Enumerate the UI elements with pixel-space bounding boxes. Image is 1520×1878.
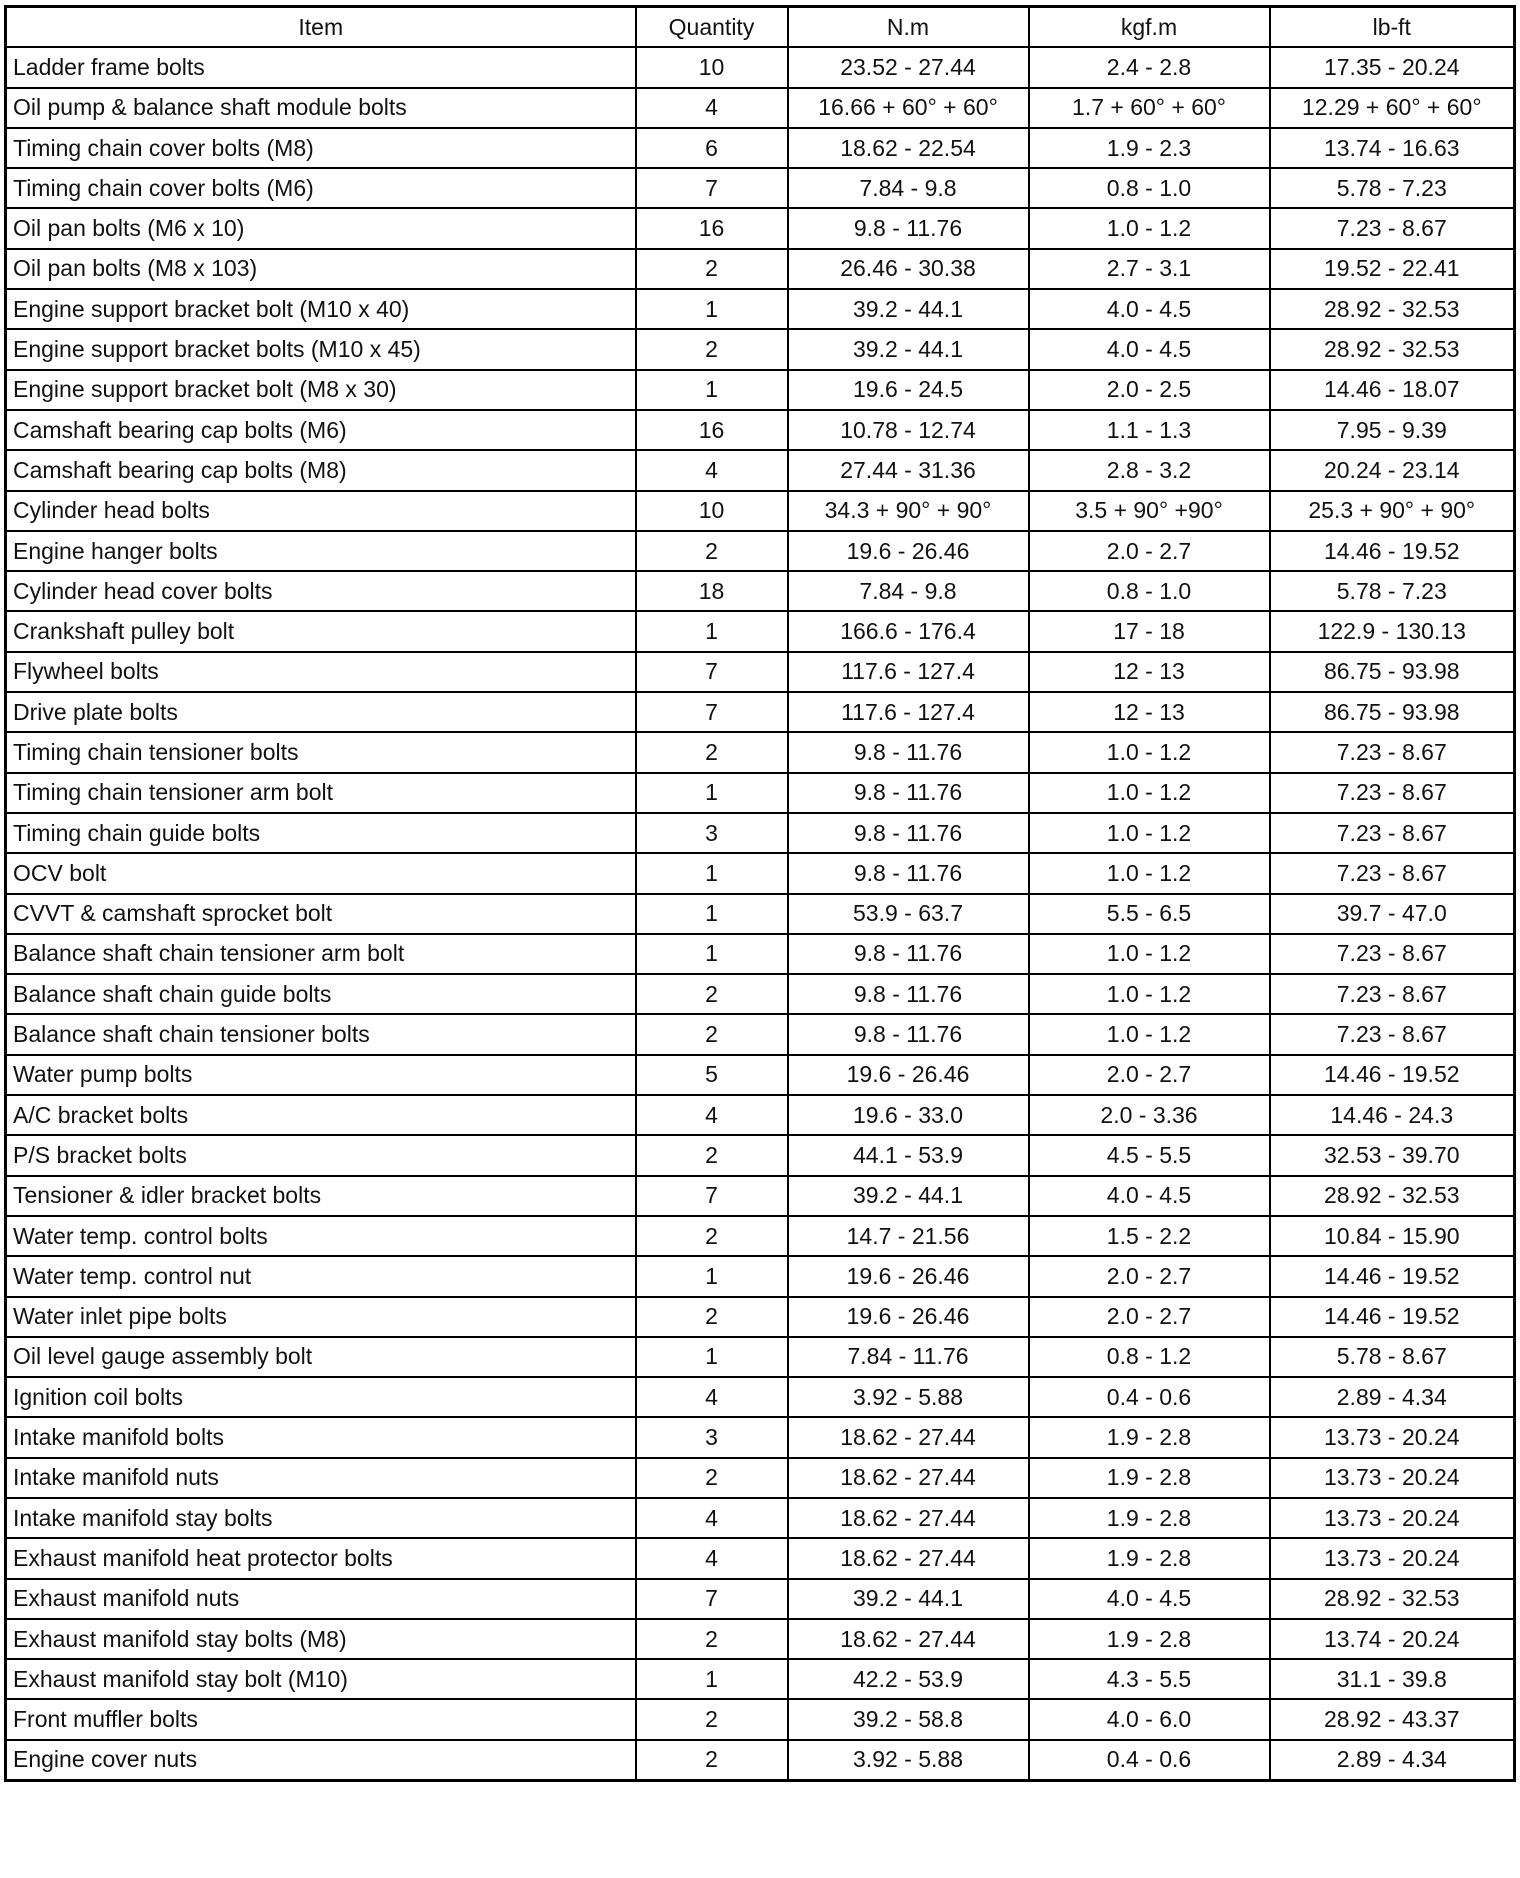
cell-kgf-meter: 2.0 - 2.7 [1029,1256,1270,1296]
cell-quantity: 2 [636,974,788,1014]
cell-lb-ft: 13.73 - 20.24 [1270,1417,1515,1457]
table-row [6,531,1515,571]
table-row [6,732,1515,772]
cell-lb-ft: 28.92 - 43.37 [1270,1699,1515,1739]
cell-item: Ladder frame bolts [6,47,636,87]
cell-quantity: 5 [636,1055,788,1095]
cell-lb-ft: 19.52 - 22.41 [1270,249,1515,289]
cell-kgf-meter: 1.7 + 60° + 60° [1029,88,1270,128]
cell-quantity: 7 [636,1579,788,1619]
table-row [6,289,1515,329]
cell-lb-ft: 14.46 - 19.52 [1270,531,1515,571]
table-row [6,1095,1515,1135]
cell-item: Flywheel bolts [6,652,636,692]
cell-lb-ft: 28.92 - 32.53 [1270,289,1515,329]
table-row [6,1014,1515,1054]
header-quantity: Quantity [636,7,788,48]
cell-quantity: 7 [636,692,788,732]
cell-kgf-meter: 2.0 - 2.5 [1029,370,1270,410]
cell-item: Water temp. control bolts [6,1216,636,1256]
cell-quantity: 1 [636,289,788,329]
cell-kgf-meter: 1.0 - 1.2 [1029,208,1270,248]
cell-item: Intake manifold stay bolts [6,1498,636,1538]
table-row [6,1458,1515,1498]
table-row [6,208,1515,248]
header-kgf-meter: kgf.m [1029,7,1270,48]
table-row [6,1216,1515,1256]
table-row [6,1417,1515,1457]
cell-item: Timing chain guide bolts [6,813,636,853]
table-row [6,1337,1515,1377]
cell-quantity: 2 [636,249,788,289]
cell-quantity: 2 [636,531,788,571]
cell-lb-ft: 12.29 + 60° + 60° [1270,88,1515,128]
cell-kgf-meter: 2.0 - 2.7 [1029,531,1270,571]
cell-item: Tensioner & idler bracket bolts [6,1176,636,1216]
cell-kgf-meter: 1.9 - 2.8 [1029,1417,1270,1457]
cell-quantity: 1 [636,1659,788,1699]
table-row [6,47,1515,87]
cell-lb-ft: 13.73 - 20.24 [1270,1458,1515,1498]
cell-item: Camshaft bearing cap bolts (M8) [6,450,636,490]
cell-item: Balance shaft chain tensioner bolts [6,1014,636,1054]
cell-item: Cylinder head bolts [6,491,636,531]
cell-item: Water inlet pipe bolts [6,1297,636,1337]
cell-quantity: 4 [636,1538,788,1578]
cell-kgf-meter: 2.8 - 3.2 [1029,450,1270,490]
cell-newton-meter: 44.1 - 53.9 [788,1135,1029,1175]
cell-newton-meter: 9.8 - 11.76 [788,853,1029,893]
cell-lb-ft: 20.24 - 23.14 [1270,450,1515,490]
cell-newton-meter: 23.52 - 27.44 [788,47,1029,87]
cell-kgf-meter: 12 - 13 [1029,652,1270,692]
cell-newton-meter: 7.84 - 9.8 [788,168,1029,208]
cell-quantity: 2 [636,732,788,772]
cell-kgf-meter: 2.0 - 2.7 [1029,1297,1270,1337]
cell-lb-ft: 14.46 - 18.07 [1270,370,1515,410]
table-body [6,47,1515,1780]
cell-lb-ft: 7.23 - 8.67 [1270,1014,1515,1054]
cell-item: Engine cover nuts [6,1740,636,1781]
cell-quantity: 7 [636,1176,788,1216]
cell-quantity: 3 [636,813,788,853]
table-row [6,450,1515,490]
cell-kgf-meter: 0.4 - 0.6 [1029,1377,1270,1417]
cell-item: Timing chain tensioner arm bolt [6,773,636,813]
cell-lb-ft: 28.92 - 32.53 [1270,1176,1515,1216]
cell-item: Engine support bracket bolt (M10 x 40) [6,289,636,329]
cell-lb-ft: 14.46 - 19.52 [1270,1055,1515,1095]
cell-quantity: 16 [636,208,788,248]
cell-lb-ft: 5.78 - 7.23 [1270,571,1515,611]
cell-item: Oil level gauge assembly bolt [6,1337,636,1377]
cell-quantity: 7 [636,652,788,692]
cell-lb-ft: 7.23 - 8.67 [1270,934,1515,974]
cell-newton-meter: 117.6 - 127.4 [788,652,1029,692]
cell-item: Exhaust manifold heat protector bolts [6,1538,636,1578]
cell-lb-ft: 10.84 - 15.90 [1270,1216,1515,1256]
cell-lb-ft: 86.75 - 93.98 [1270,692,1515,732]
cell-lb-ft: 7.23 - 8.67 [1270,853,1515,893]
table-row [6,370,1515,410]
table-row [6,853,1515,893]
table-row [6,652,1515,692]
cell-lb-ft: 5.78 - 8.67 [1270,1337,1515,1377]
cell-newton-meter: 34.3 + 90° + 90° [788,491,1029,531]
cell-newton-meter: 7.84 - 11.76 [788,1337,1029,1377]
cell-quantity: 4 [636,450,788,490]
table-row [6,773,1515,813]
cell-item: Exhaust manifold stay bolt (M10) [6,1659,636,1699]
cell-kgf-meter: 2.0 - 2.7 [1029,1055,1270,1095]
cell-quantity: 2 [636,1216,788,1256]
cell-kgf-meter: 5.5 - 6.5 [1029,894,1270,934]
cell-newton-meter: 19.6 - 26.46 [788,531,1029,571]
table-row [6,128,1515,168]
cell-newton-meter: 18.62 - 22.54 [788,128,1029,168]
table-row [6,1055,1515,1095]
cell-kgf-meter: 12 - 13 [1029,692,1270,732]
cell-lb-ft: 122.9 - 130.13 [1270,611,1515,651]
cell-kgf-meter: 2.4 - 2.8 [1029,47,1270,87]
cell-kgf-meter: 4.5 - 5.5 [1029,1135,1270,1175]
table-row [6,1619,1515,1659]
cell-kgf-meter: 1.0 - 1.2 [1029,853,1270,893]
cell-quantity: 2 [636,1619,788,1659]
cell-lb-ft: 13.73 - 20.24 [1270,1498,1515,1538]
cell-newton-meter: 18.62 - 27.44 [788,1417,1029,1457]
cell-newton-meter: 19.6 - 26.46 [788,1256,1029,1296]
cell-lb-ft: 5.78 - 7.23 [1270,168,1515,208]
cell-item: Timing chain tensioner bolts [6,732,636,772]
cell-newton-meter: 39.2 - 58.8 [788,1699,1029,1739]
cell-item: Crankshaft pulley bolt [6,611,636,651]
cell-item: Water pump bolts [6,1055,636,1095]
table-row [6,1176,1515,1216]
cell-quantity: 2 [636,1699,788,1739]
cell-quantity: 1 [636,370,788,410]
table-row [6,168,1515,208]
cell-quantity: 1 [636,853,788,893]
cell-newton-meter: 117.6 - 127.4 [788,692,1029,732]
table-row [6,934,1515,974]
cell-quantity: 10 [636,47,788,87]
cell-quantity: 1 [636,894,788,934]
cell-quantity: 16 [636,410,788,450]
cell-kgf-meter: 1.9 - 2.8 [1029,1458,1270,1498]
cell-quantity: 7 [636,168,788,208]
cell-lb-ft: 31.1 - 39.8 [1270,1659,1515,1699]
cell-newton-meter: 3.92 - 5.88 [788,1377,1029,1417]
table-row [6,1297,1515,1337]
table-row [6,1699,1515,1739]
cell-item: Front muffler bolts [6,1699,636,1739]
table-row [6,1377,1515,1417]
table-row [6,1256,1515,1296]
cell-newton-meter: 16.66 + 60° + 60° [788,88,1029,128]
cell-lb-ft: 14.46 - 24.3 [1270,1095,1515,1135]
table-row [6,249,1515,289]
cell-quantity: 1 [636,611,788,651]
cell-quantity: 3 [636,1417,788,1457]
cell-quantity: 2 [636,329,788,369]
cell-newton-meter: 19.6 - 26.46 [788,1297,1029,1337]
cell-lb-ft: 13.73 - 20.24 [1270,1538,1515,1578]
table-row [6,692,1515,732]
cell-lb-ft: 14.46 - 19.52 [1270,1256,1515,1296]
cell-kgf-meter: 1.0 - 1.2 [1029,1014,1270,1054]
cell-newton-meter: 53.9 - 63.7 [788,894,1029,934]
cell-lb-ft: 25.3 + 90° + 90° [1270,491,1515,531]
cell-newton-meter: 26.46 - 30.38 [788,249,1029,289]
cell-quantity: 18 [636,571,788,611]
cell-quantity: 2 [636,1458,788,1498]
cell-lb-ft: 7.23 - 8.67 [1270,208,1515,248]
cell-quantity: 4 [636,1377,788,1417]
cell-newton-meter: 27.44 - 31.36 [788,450,1029,490]
cell-lb-ft: 28.92 - 32.53 [1270,1579,1515,1619]
cell-newton-meter: 18.62 - 27.44 [788,1458,1029,1498]
cell-kgf-meter: 3.5 + 90° +90° [1029,491,1270,531]
cell-item: Oil pan bolts (M8 x 103) [6,249,636,289]
cell-kgf-meter: 1.1 - 1.3 [1029,410,1270,450]
table-header-row [6,7,1515,48]
cell-newton-meter: 9.8 - 11.76 [788,208,1029,248]
cell-lb-ft: 17.35 - 20.24 [1270,47,1515,87]
cell-newton-meter: 39.2 - 44.1 [788,289,1029,329]
cell-newton-meter: 9.8 - 11.76 [788,1014,1029,1054]
torque-spec-table [4,5,1516,1782]
cell-item: Timing chain cover bolts (M6) [6,168,636,208]
table-row [6,813,1515,853]
cell-lb-ft: 86.75 - 93.98 [1270,652,1515,692]
cell-kgf-meter: 1.0 - 1.2 [1029,974,1270,1014]
cell-lb-ft: 7.23 - 8.67 [1270,732,1515,772]
cell-kgf-meter: 1.0 - 1.2 [1029,732,1270,772]
cell-quantity: 2 [636,1740,788,1781]
cell-kgf-meter: 1.9 - 2.8 [1029,1619,1270,1659]
table-row [6,88,1515,128]
cell-item: CVVT & camshaft sprocket bolt [6,894,636,934]
cell-newton-meter: 42.2 - 53.9 [788,1659,1029,1699]
header-item: Item [6,7,636,48]
table-row [6,1740,1515,1781]
cell-lb-ft: 2.89 - 4.34 [1270,1377,1515,1417]
cell-item: Timing chain cover bolts (M8) [6,128,636,168]
cell-newton-meter: 39.2 - 44.1 [788,1579,1029,1619]
cell-newton-meter: 39.2 - 44.1 [788,329,1029,369]
cell-newton-meter: 9.8 - 11.76 [788,773,1029,813]
cell-newton-meter: 14.7 - 21.56 [788,1216,1029,1256]
cell-lb-ft: 28.92 - 32.53 [1270,329,1515,369]
cell-newton-meter: 19.6 - 24.5 [788,370,1029,410]
cell-item: A/C bracket bolts [6,1095,636,1135]
cell-quantity: 1 [636,773,788,813]
cell-newton-meter: 19.6 - 33.0 [788,1095,1029,1135]
table-row [6,329,1515,369]
cell-quantity: 2 [636,1135,788,1175]
cell-newton-meter: 18.62 - 27.44 [788,1498,1029,1538]
cell-lb-ft: 2.89 - 4.34 [1270,1740,1515,1781]
cell-newton-meter: 9.8 - 11.76 [788,974,1029,1014]
cell-item: OCV bolt [6,853,636,893]
cell-lb-ft: 32.53 - 39.70 [1270,1135,1515,1175]
cell-item: Engine support bracket bolts (M10 x 45) [6,329,636,369]
cell-quantity: 4 [636,1095,788,1135]
cell-newton-meter: 9.8 - 11.76 [788,732,1029,772]
cell-quantity: 10 [636,491,788,531]
cell-quantity: 1 [636,934,788,974]
cell-kgf-meter: 4.3 - 5.5 [1029,1659,1270,1699]
cell-lb-ft: 7.95 - 9.39 [1270,410,1515,450]
cell-item: Oil pump & balance shaft module bolts [6,88,636,128]
cell-kgf-meter: 1.0 - 1.2 [1029,934,1270,974]
cell-quantity: 1 [636,1337,788,1377]
cell-newton-meter: 19.6 - 26.46 [788,1055,1029,1095]
cell-newton-meter: 9.8 - 11.76 [788,813,1029,853]
cell-kgf-meter: 0.8 - 1.0 [1029,571,1270,611]
table-row [6,894,1515,934]
cell-kgf-meter: 1.9 - 2.8 [1029,1498,1270,1538]
cell-item: Camshaft bearing cap bolts (M6) [6,410,636,450]
cell-item: Balance shaft chain guide bolts [6,974,636,1014]
table-row [6,491,1515,531]
cell-item: Exhaust manifold stay bolts (M8) [6,1619,636,1659]
cell-kgf-meter: 4.0 - 4.5 [1029,329,1270,369]
table-row [6,1579,1515,1619]
table-row [6,1538,1515,1578]
cell-newton-meter: 39.2 - 44.1 [788,1176,1029,1216]
cell-kgf-meter: 2.0 - 3.36 [1029,1095,1270,1135]
cell-quantity: 4 [636,88,788,128]
cell-item: P/S bracket bolts [6,1135,636,1175]
cell-quantity: 2 [636,1014,788,1054]
cell-kgf-meter: 4.0 - 4.5 [1029,1579,1270,1619]
cell-quantity: 2 [636,1297,788,1337]
header-newton-meter: N.m [788,7,1029,48]
table-row [6,410,1515,450]
cell-quantity: 1 [636,1256,788,1296]
cell-newton-meter: 3.92 - 5.88 [788,1740,1029,1781]
cell-lb-ft: 7.23 - 8.67 [1270,813,1515,853]
cell-item: Engine hanger bolts [6,531,636,571]
cell-item: Ignition coil bolts [6,1377,636,1417]
cell-item: Exhaust manifold nuts [6,1579,636,1619]
cell-kgf-meter: 17 - 18 [1029,611,1270,651]
cell-newton-meter: 7.84 - 9.8 [788,571,1029,611]
table-row [6,1135,1515,1175]
cell-lb-ft: 13.74 - 16.63 [1270,128,1515,168]
cell-kgf-meter: 0.8 - 1.2 [1029,1337,1270,1377]
table-row [6,611,1515,651]
header-lb-ft: lb-ft [1270,7,1515,48]
cell-kgf-meter: 1.0 - 1.2 [1029,773,1270,813]
cell-quantity: 4 [636,1498,788,1538]
cell-kgf-meter: 0.4 - 0.6 [1029,1740,1270,1781]
cell-kgf-meter: 1.0 - 1.2 [1029,813,1270,853]
cell-item: Drive plate bolts [6,692,636,732]
cell-item: Cylinder head cover bolts [6,571,636,611]
cell-item: Balance shaft chain tensioner arm bolt [6,934,636,974]
cell-newton-meter: 18.62 - 27.44 [788,1619,1029,1659]
cell-kgf-meter: 4.0 - 4.5 [1029,289,1270,329]
cell-item: Water temp. control nut [6,1256,636,1296]
cell-kgf-meter: 1.9 - 2.3 [1029,128,1270,168]
table-row [6,1659,1515,1699]
cell-item: Intake manifold nuts [6,1458,636,1498]
cell-lb-ft: 7.23 - 8.67 [1270,773,1515,813]
cell-lb-ft: 14.46 - 19.52 [1270,1297,1515,1337]
cell-lb-ft: 39.7 - 47.0 [1270,894,1515,934]
cell-kgf-meter: 1.5 - 2.2 [1029,1216,1270,1256]
cell-newton-meter: 10.78 - 12.74 [788,410,1029,450]
table-row [6,571,1515,611]
cell-newton-meter: 9.8 - 11.76 [788,934,1029,974]
cell-kgf-meter: 0.8 - 1.0 [1029,168,1270,208]
cell-item: Intake manifold bolts [6,1417,636,1457]
cell-kgf-meter: 4.0 - 4.5 [1029,1176,1270,1216]
table-row [6,974,1515,1014]
cell-newton-meter: 166.6 - 176.4 [788,611,1029,651]
cell-lb-ft: 13.74 - 20.24 [1270,1619,1515,1659]
cell-kgf-meter: 4.0 - 6.0 [1029,1699,1270,1739]
torque-spec-sheet [4,5,1513,1782]
cell-item: Engine support bracket bolt (M8 x 30) [6,370,636,410]
cell-item: Oil pan bolts (M6 x 10) [6,208,636,248]
cell-newton-meter: 18.62 - 27.44 [788,1538,1029,1578]
cell-lb-ft: 7.23 - 8.67 [1270,974,1515,1014]
cell-kgf-meter: 1.9 - 2.8 [1029,1538,1270,1578]
cell-kgf-meter: 2.7 - 3.1 [1029,249,1270,289]
table-row [6,1498,1515,1538]
cell-quantity: 6 [636,128,788,168]
